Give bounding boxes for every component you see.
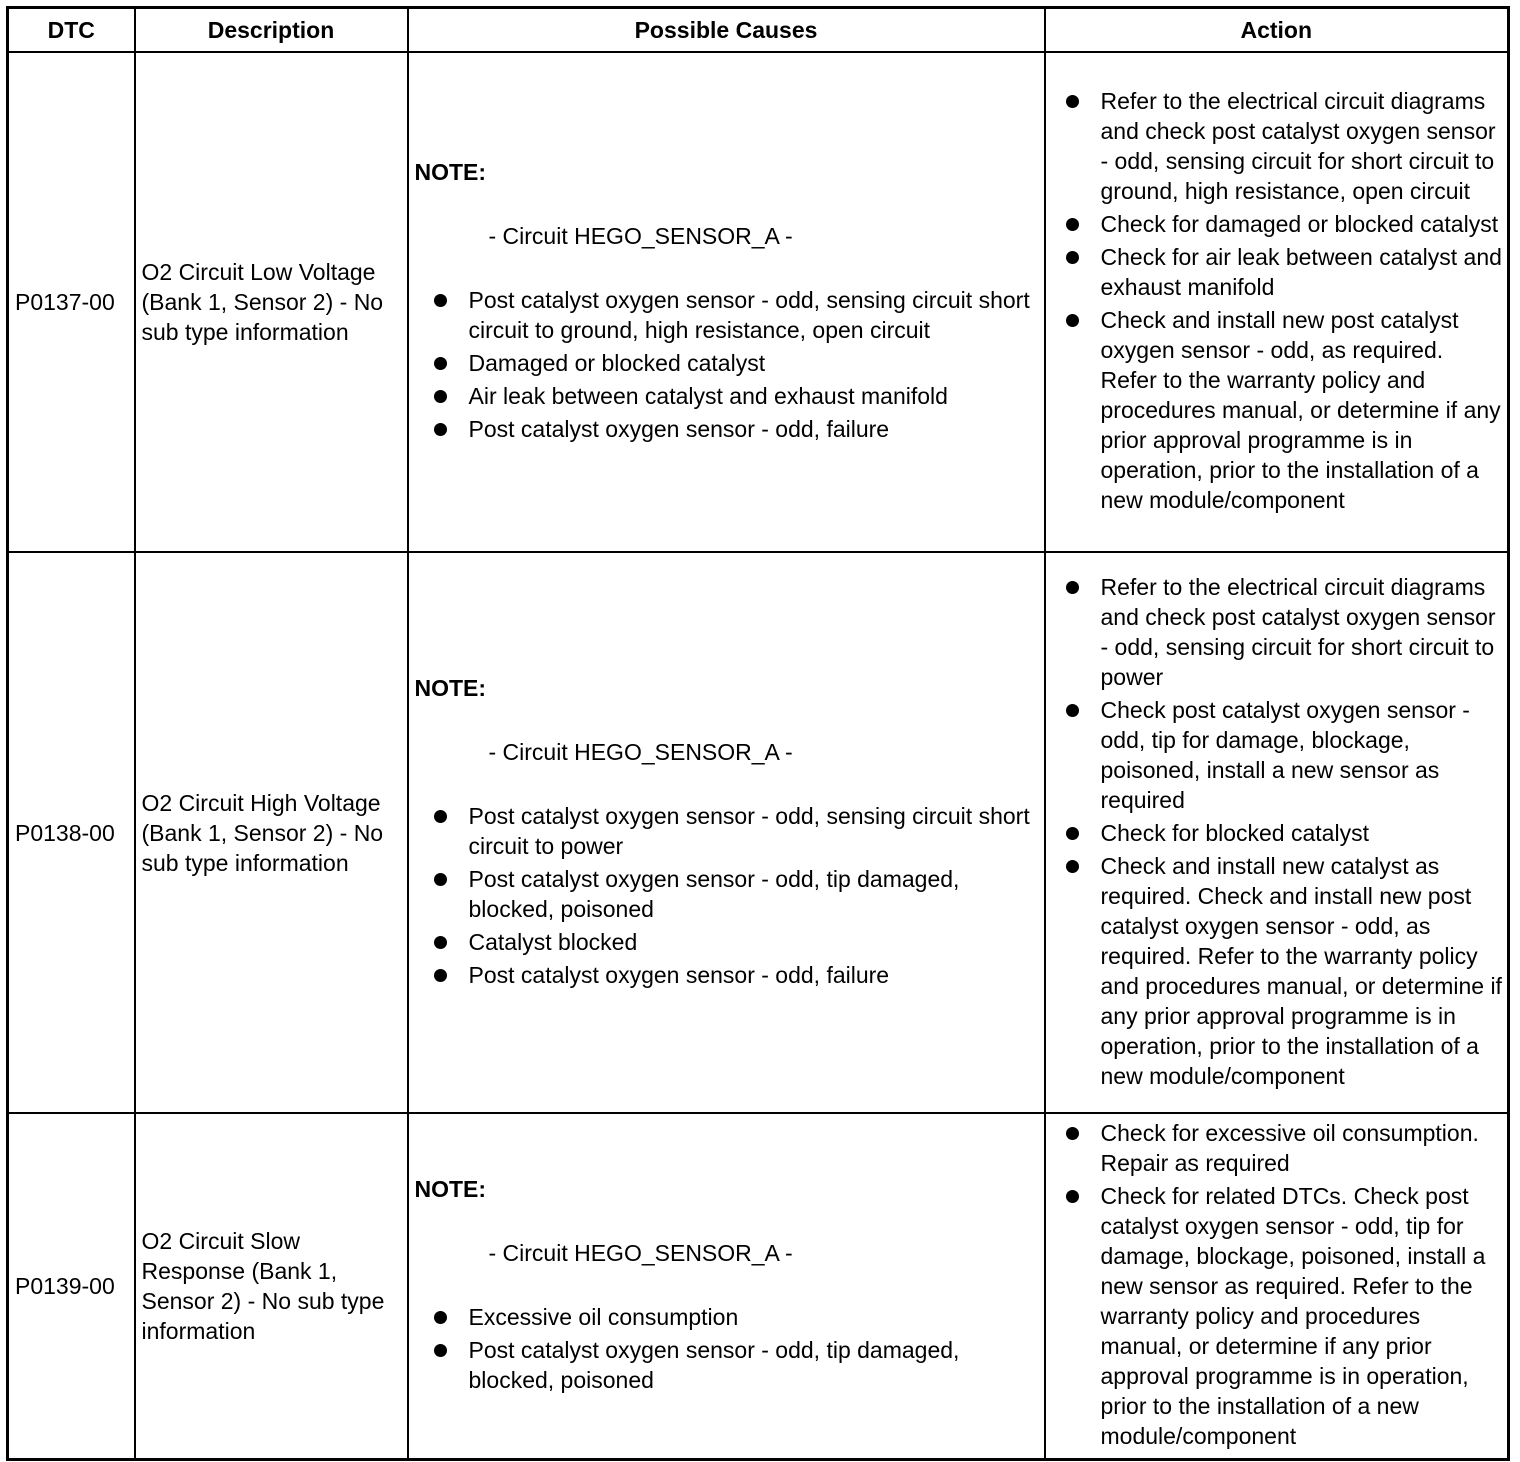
table-row bbox=[8, 1113, 1509, 1460]
list-item: Post catalyst oxygen sensor - odd, tip damaged, blocked, poisoned bbox=[433, 1335, 1034, 1395]
list-item: Post catalyst oxygen sensor - odd, sensing circuit short circuit to power bbox=[433, 801, 1034, 861]
action-cell bbox=[1045, 52, 1509, 552]
list-item: Check and install new post catalyst oxygen sensor - odd, as required. Refer to the warranty policy and procedures manual, or determine if any prior approval programme is in operation, prior to the installation of a new module/component bbox=[1066, 305, 1504, 515]
causes-list bbox=[415, 1302, 1034, 1395]
possible-causes-cell bbox=[408, 52, 1045, 552]
dtc-description: O2 Circuit Low Voltage (Bank 1, Sensor 2) - No sub type information bbox=[135, 52, 408, 552]
table-row bbox=[8, 52, 1509, 552]
list-item: Check for related DTCs. Check post catalyst oxygen sensor - odd, tip for damage, blockage, poisoned, install a new sensor as required. Refer to the warranty policy and procedures manual, or determine if any prior approval programme is in operation, prior to the installation of a new module/component bbox=[1066, 1181, 1504, 1451]
circuit-name: - Circuit HEGO_SENSOR_A - bbox=[488, 223, 793, 249]
list-item: Post catalyst oxygen sensor - odd, failure bbox=[433, 414, 1034, 444]
action-cell bbox=[1045, 1113, 1509, 1460]
dtc-code: P0137-00 bbox=[8, 52, 135, 552]
list-item: Post catalyst oxygen sensor - odd, tip damaged, blocked, poisoned bbox=[433, 864, 1034, 924]
list-item: Excessive oil consumption bbox=[433, 1302, 1034, 1332]
list-item: Refer to the electrical circuit diagrams and check post catalyst oxygen sensor - odd, sensing circuit for short circuit to ground, high resistance, open circuit bbox=[1066, 86, 1504, 206]
possible-causes-cell bbox=[408, 1113, 1045, 1460]
list-item: Check and install new catalyst as required. Check and install new post catalyst oxygen sensor - odd, as required. Refer to the warranty policy and procedures manual, or determine if any prior approval programme is in operation, prior to the installation of a new module/component bbox=[1066, 851, 1504, 1091]
note-label: NOTE: bbox=[414, 159, 487, 185]
possible-causes-cell bbox=[408, 552, 1045, 1113]
dtc-table bbox=[6, 6, 1510, 1461]
dtc-description: O2 Circuit Slow Response (Bank 1, Sensor 2) - No sub type information bbox=[135, 1113, 408, 1460]
dtc-description: O2 Circuit High Voltage (Bank 1, Sensor 2) - No sub type information bbox=[135, 552, 408, 1113]
note-label: NOTE: bbox=[414, 1176, 487, 1202]
list-item: Check for damaged or blocked catalyst bbox=[1066, 209, 1504, 239]
header-dtc: DTC bbox=[8, 8, 135, 53]
list-item: Air leak between catalyst and exhaust manifold bbox=[433, 381, 1034, 411]
action-list bbox=[1066, 572, 1504, 1091]
dtc-code: P0138-00 bbox=[8, 552, 135, 1113]
list-item: Refer to the electrical circuit diagrams and check post catalyst oxygen sensor - odd, sensing circuit for short circuit to power bbox=[1066, 572, 1504, 692]
header-action: Action bbox=[1045, 8, 1509, 53]
list-item: Check for excessive oil consumption. Repair as required bbox=[1066, 1118, 1504, 1178]
table-header-row bbox=[8, 8, 1509, 53]
circuit-name: - Circuit HEGO_SENSOR_A - bbox=[488, 1240, 793, 1266]
action-list bbox=[1066, 1118, 1504, 1451]
list-item: Check post catalyst oxygen sensor - odd, tip for damage, blockage, poisoned, install a new sensor as required bbox=[1066, 695, 1504, 815]
list-item: Check for air leak between catalyst and exhaust manifold bbox=[1066, 242, 1504, 302]
action-cell bbox=[1045, 552, 1509, 1113]
list-item: Post catalyst oxygen sensor - odd, failure bbox=[433, 960, 1034, 990]
list-item: Check for blocked catalyst bbox=[1066, 818, 1504, 848]
header-description: Description bbox=[135, 8, 408, 53]
list-item: Damaged or blocked catalyst bbox=[433, 348, 1034, 378]
causes-list bbox=[415, 801, 1034, 990]
table-row bbox=[8, 552, 1509, 1113]
circuit-name: - Circuit HEGO_SENSOR_A - bbox=[488, 738, 793, 765]
dtc-code: P0139-00 bbox=[8, 1113, 135, 1460]
header-possible-causes: Possible Causes bbox=[408, 8, 1045, 53]
list-item: Catalyst blocked bbox=[433, 927, 1034, 957]
note-label: NOTE: bbox=[414, 674, 487, 701]
list-item: Post catalyst oxygen sensor - odd, sensing circuit short circuit to ground, high resistance, open circuit bbox=[433, 285, 1034, 345]
action-list bbox=[1066, 86, 1504, 515]
causes-list bbox=[415, 285, 1034, 444]
